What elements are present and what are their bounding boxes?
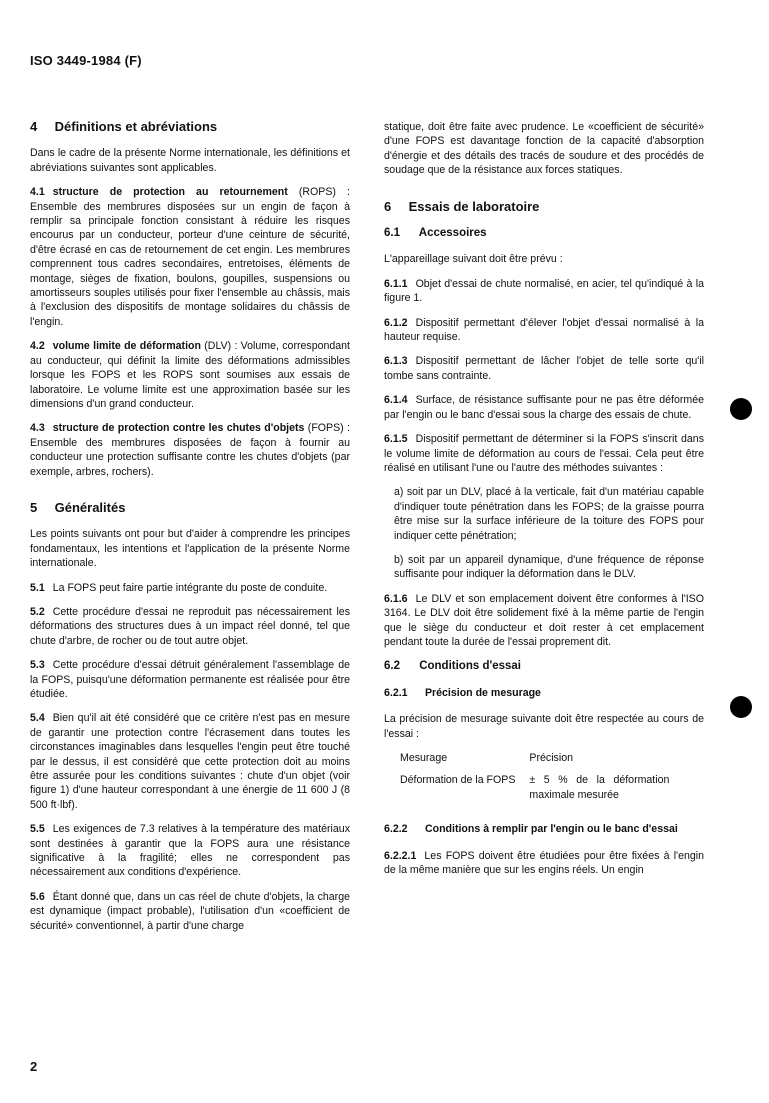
section-6-heading	[384, 200, 704, 214]
clause-number: 6.1.1	[384, 277, 408, 290]
clause-5-6	[30, 890, 350, 933]
subsection-number: 6.2	[384, 660, 400, 673]
list-item-a: a) soit par un DLV, placé à la verticale, fait d'un matériau capable d'indiquer toute pénétration dans les FOPS; de la graisse pourra être mise sur la surface inférieure de la toiture des FOPS pour indiquer cette pénétration;	[394, 486, 704, 542]
section-number: 4	[30, 119, 38, 134]
table-cell: ± 5 % de la déformation maximale mesurée	[529, 774, 670, 801]
clause-number: 5.2	[30, 605, 45, 618]
section-title: Généralités	[54, 499, 126, 515]
clause-5-5	[30, 822, 350, 880]
clause-4-2	[30, 339, 350, 411]
clause-5-4	[30, 711, 350, 812]
clause-text: Cette procédure d'essai ne reproduit pas nécessairement les déformations des structures dues à un impact réel donné, tel que chute d'arbre, de rocher ou de tout autre objet.	[30, 605, 350, 647]
clause-6-2-2-1	[384, 849, 704, 878]
subsection-6-2-2-heading	[384, 822, 704, 836]
clause-text: La FOPS peut faire partie intégrante du poste de conduite.	[52, 581, 328, 594]
clause-text: Dispositif permettant de déterminer si la FOPS s'inscrit dans le volume limite de déformation au cours de l'essai. Cela peut être réalisé en utilisant l'une ou l'autre des méthodes suivantes :	[384, 433, 704, 474]
clause-text: Surface, de résistance suffisante pour ne pas être déformée par l'engin ou le banc d'essai sous la charge des essais de chute.	[384, 394, 704, 421]
clause-number: 6.2.2.1	[384, 849, 417, 862]
clause-number: 4.1	[30, 186, 45, 199]
clause-term: structure de protection au retournement	[52, 186, 288, 199]
subsection-6-2-1-intro: La précision de mesurage suivante doit être respectée au cours de l'essai :	[384, 713, 704, 740]
table-header-cell: Mesurage	[400, 752, 448, 764]
section-4-heading	[30, 120, 350, 134]
clause-number: 5.4	[30, 712, 45, 725]
clause-4-1	[30, 185, 350, 329]
clause-number: 5.1	[30, 581, 45, 594]
punch-hole-mark	[730, 696, 752, 718]
clause-4-3	[30, 421, 350, 479]
subsection-6-1-heading	[384, 226, 704, 240]
clause-number: 6.1.3	[384, 355, 408, 368]
clause-6-1-5	[384, 432, 704, 475]
clause-term: structure de protection contre les chutes d'objets	[52, 422, 305, 435]
clause-text: Objet d'essai de chute normalisé, en acier, tel qu'indiqué à la figure 1.	[384, 277, 704, 305]
clause-6-1-2	[384, 316, 704, 345]
clause-number: 5.3	[30, 659, 45, 672]
accuracy-table	[400, 751, 683, 810]
clause-6-1-1	[384, 277, 704, 306]
section-number: 5	[30, 499, 38, 515]
clause-text: (FOPS) : Ensemble des membrures disposées de façon à fournir au conducteur une protection suffisante contre les chutes d'objets (par exemple, arbres, rochers).	[30, 422, 350, 478]
clause-number: 5.5	[30, 823, 45, 836]
subsection-6-1-intro: L'appareillage suivant doit être prévu :	[384, 253, 563, 266]
clause-text: Les exigences de 7.3 relatives à la température des matériaux sont destinées à garantir que la FOPS aura une résistance significative à la fragilité; elles ne correspondent pas nécessairement aux conditions d'expérience.	[30, 823, 350, 879]
clause-text: Cette procédure d'essai détruit généralement l'assemblage de la FOPS, puisqu'une déformation permanente est réalisée pour être étudiée.	[30, 659, 350, 700]
clause-number: 6.1.4	[384, 394, 408, 407]
clause-number: 4.3	[30, 422, 45, 435]
page-number: 2	[30, 1059, 38, 1074]
clause-text: (DLV) : Volume, correspondant au conducteur, qui définit la limite des déformations admissibles lorsque les FOPS et les ROPS sont soumises aux essais de laboratoire. Le volume limite est une approximation basée sur les dimensions d'un grand conducteur.	[30, 340, 350, 410]
subsection-number: 6.2.1	[384, 686, 408, 699]
section-5-heading	[30, 501, 350, 515]
subsection-title: Précision de mesurage	[424, 686, 541, 699]
subsection-title: Conditions d'essai	[419, 660, 521, 673]
clause-number: 6.1.5	[384, 433, 408, 446]
section-5-intro: Les points suivants ont pour but d'aider à comprendre les principes fondamentaux, les intentions et l'application de la présente Norme internationale.	[30, 528, 350, 570]
clause-6-1-4	[384, 393, 704, 422]
table-row	[400, 773, 683, 810]
subsection-number: 6.1	[384, 227, 400, 240]
document-header: ISO 3449-1984 (F)	[30, 53, 142, 68]
clause-text: (ROPS) : Ensemble des membrures disposées sur un engin de façon à remplir sa principale fonction consistant à réduire les risques encourus par un conducteur, porteur d'une ceinture de sécurité, d'être écrasé en cas de retournement de cet engin. Les membrures comprennent tous cadres secondaires, entretoises, éléments de montage, sièges de fixation, boulons, goupilles, suspensions ou amortisseurs souples utilisés pour fixer l'ensemble au châssis, mais à l'exclusion des dispositifs de montage solidaires du châssis de l'engin.	[30, 186, 350, 328]
clause-text: Étant donné que, dans un cas réel de chute d'objets, la charge est dynamique (impact probable), l'utilisation d'un «coefficient de sécurité» conventionnel, à partir d'une charge	[30, 890, 350, 932]
clause-text: Bien qu'il ait été considéré que ce critère n'est pas en mesure de garantir une protection contre l'écrasement dans toutes les circonstances imaginables dans lesquelles l'engin peut être touché par le dessus, il est considéré que cette protection doit au moins être assurée pour les conditions suivantes : chute d'un objet (voir figure 1) d'une hauteur correspondant à une énergie de 11 600 J (8 500 ft·lbf).	[30, 712, 350, 811]
section-4-intro: Dans le cadre de la présente Norme internationale, les définitions et abréviations suivantes sont applicables.	[30, 147, 350, 174]
clause-number: 6.1.6	[384, 592, 408, 605]
clause-6-1-6	[384, 592, 704, 650]
clause-text: Dispositif permettant d'élever l'objet d'essai normalisé à la hauteur requise.	[384, 316, 704, 344]
table-header-cell: Précision	[529, 752, 573, 764]
subsection-number: 6.2.2	[384, 823, 408, 836]
clause-number: 6.1.2	[384, 316, 408, 329]
subsection-6-2-1-heading	[384, 686, 704, 700]
right-column	[384, 120, 704, 887]
clause-5-3	[30, 658, 350, 701]
section-number: 6	[384, 198, 392, 214]
clause-5-2	[30, 605, 350, 648]
continued-text: statique, doit être faite avec prudence. Le «coefficient de sécurité» d'une FOPS est davantage fonction de la capacité d'absorption d'énergie et des détails des tracés de soudure et des procédés de soudage que de la résistance aux forces statiques.	[384, 121, 704, 177]
clause-text: Dispositif permettant de lâcher l'objet de telle sorte qu'il tombe sans contrainte.	[384, 355, 704, 382]
subsection-title: Conditions à remplir par l'engin ou le banc d'essai	[424, 823, 678, 836]
clause-6-1-3	[384, 354, 704, 383]
clause-text: Le DLV et son emplacement doivent être conformes à l'ISO 3164. Le DLV doit être solidement fixé à la même partie de l'engin que le siège du conducteur et doit rester à cet emplacement pendant toute la durée de l'essai proprement dit.	[384, 592, 704, 648]
clause-text: Les FOPS doivent être étudiées pour être fixées à l'engin de la même manière que sur les engins réels. Un engin	[384, 849, 704, 877]
clause-5-1	[30, 581, 350, 595]
section-title: Essais de laboratoire	[408, 198, 540, 214]
clause-number: 5.6	[30, 890, 45, 903]
table-cell: Déformation de la FOPS	[400, 774, 516, 787]
punch-hole-mark	[730, 398, 752, 420]
clause-number: 4.2	[30, 340, 45, 353]
list-item-b: b) soit par un appareil dynamique, d'une fréquence de réponse suffisante pour indiquer la déformation dans le DLV.	[394, 553, 704, 581]
clause-term: volume limite de déformation	[52, 340, 201, 353]
left-column	[30, 120, 350, 943]
subsection-title: Accessoires	[418, 227, 487, 240]
table-header-row	[400, 751, 683, 773]
section-title: Définitions et abréviations	[54, 119, 218, 134]
subsection-6-2-heading	[384, 659, 704, 673]
